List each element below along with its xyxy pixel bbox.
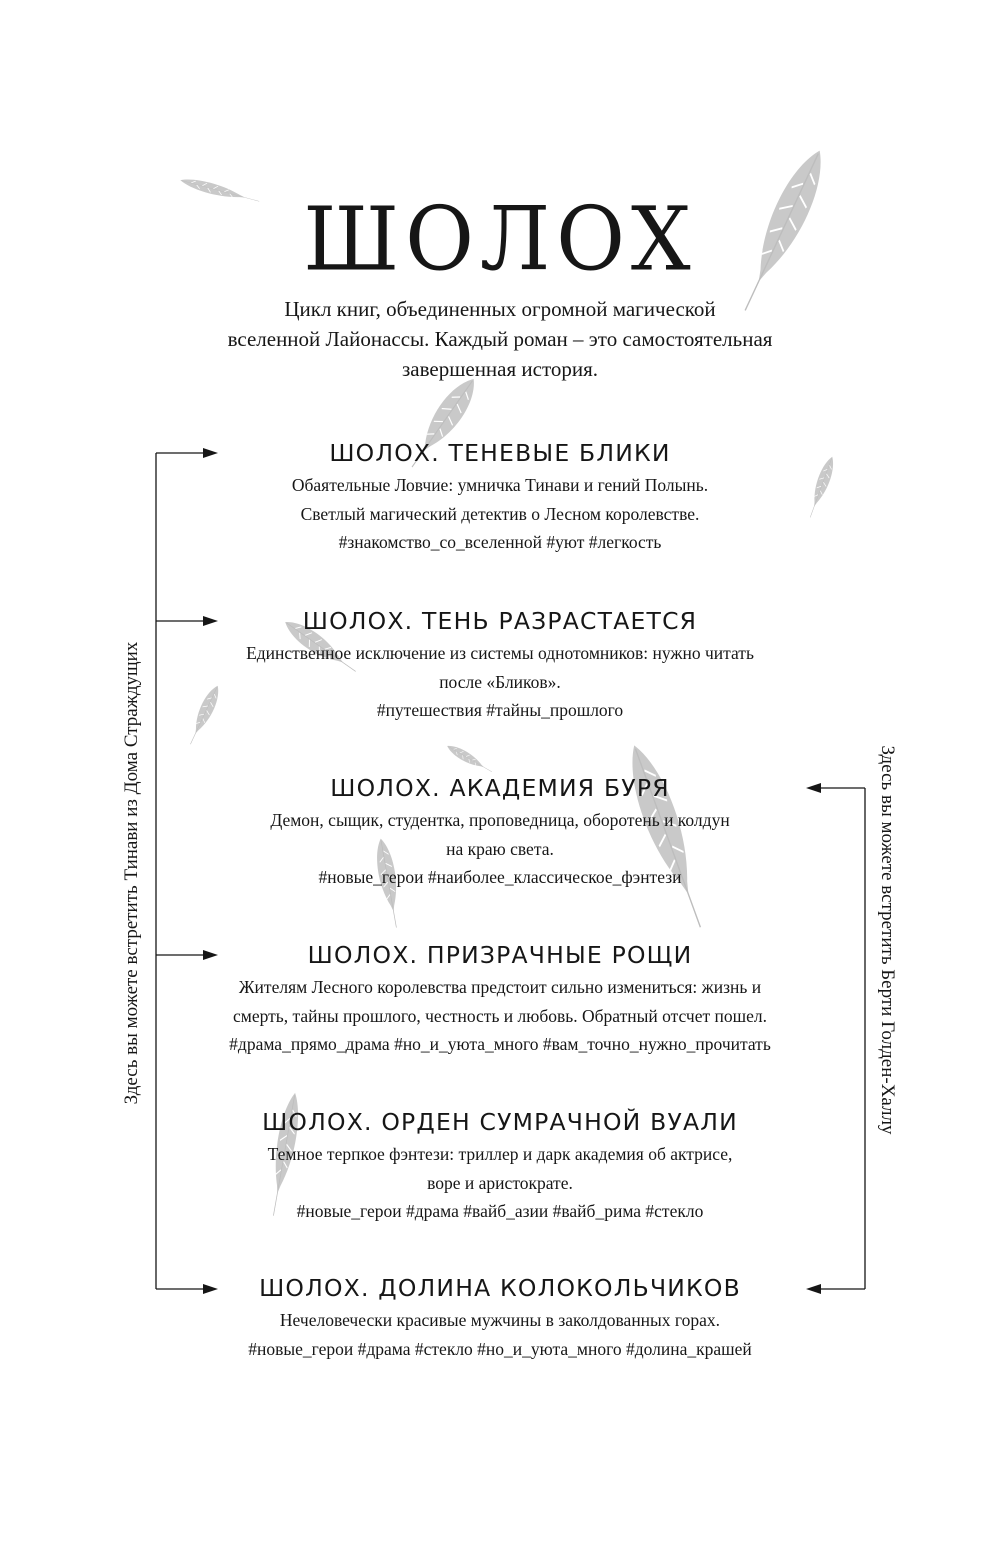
side-note-left: Здесь вы можете встретить Тинави из Дома Страждущих (121, 641, 142, 1105)
side-note-right: Здесь вы можете встретить Берти Голден-Халлу (877, 745, 898, 1135)
intro-line: вселенной Лайонассы. Каждый роман – это самостоятельная (227, 327, 773, 351)
book-description-line: Нечеловечески красивые мужчины в заколдованных горах. (279, 1310, 721, 1330)
intro-line: Цикл книг, объединенных огромной магической (284, 297, 716, 321)
book-hashtags: #путешествия #тайны_прошлого (376, 700, 624, 720)
book-title: ШОЛОХ. ПРИЗРАЧНЫЕ РОЩИ (307, 941, 693, 969)
book-hashtags: #драма_прямо_драма #но_и_уюта_много #вам_точно_нужно_прочитать (229, 1034, 771, 1054)
book-entry (150, 1273, 850, 1363)
book-description-line: Жителям Лесного королевства предстоит сильно измениться: жизнь и (238, 977, 762, 997)
book-hashtags: #новые_герои #наиболее_классическое_фэнтези (318, 867, 682, 887)
series-intro (150, 294, 850, 384)
book-entry (150, 1107, 850, 1226)
book-description-line: на краю света. (446, 838, 554, 859)
intro-line: завершенная история. (401, 357, 599, 381)
book-title: ШОЛОХ. ОРДЕН СУМРАЧНОЙ ВУАЛИ (262, 1108, 738, 1136)
book-description-line: воре и аристократе. (427, 1172, 573, 1193)
book-entry (150, 773, 850, 892)
book-hashtags: #новые_герои #драма #вайб_азии #вайб_рима #стекло (296, 1201, 704, 1221)
book-hashtags: #знакомство_со_вселенной #уют #легкость (338, 532, 662, 552)
book-description-line: смерть, тайны прошлого, честность и любовь. Обратный отсчет пошел. (233, 1005, 767, 1026)
book-description-line: Темное терпкое фэнтези: триллер и дарк академия об актрисе, (267, 1144, 733, 1164)
book-description-line: Единственное исключение из системы однотомников: нужно читать (246, 643, 754, 663)
book-description-line: Светлый магический детектив о Лесном королевстве. (300, 503, 700, 524)
book-entry (150, 940, 850, 1059)
book-description-line: Демон, сыщик, студентка, проповедница, оборотень и колдун (270, 810, 730, 830)
book-entry (150, 606, 850, 725)
book-entry (150, 438, 850, 557)
book-title: ШОЛОХ. ТЕНЬ РАЗРАСТАЕТСЯ (302, 607, 698, 635)
book-hashtags: #новые_герои #драма #стекло #но_и_уюта_много #долина_крашей (248, 1338, 752, 1359)
book-description-line: Обаятельные Ловчие: умничка Тинави и гений Полынь. (291, 475, 709, 495)
book-title: ШОЛОХ. АКАДЕМИЯ БУРЯ (330, 774, 670, 802)
book-title: ШОЛОХ. ТЕНЕВЫЕ БЛИКИ (329, 439, 671, 467)
book-title: ШОЛОХ. ДОЛИНА КОЛОКОЛЬЧИКОВ (259, 1274, 741, 1302)
page-title: ШОЛОХ (303, 187, 697, 291)
book-description-line: после «Бликов». (439, 671, 561, 692)
